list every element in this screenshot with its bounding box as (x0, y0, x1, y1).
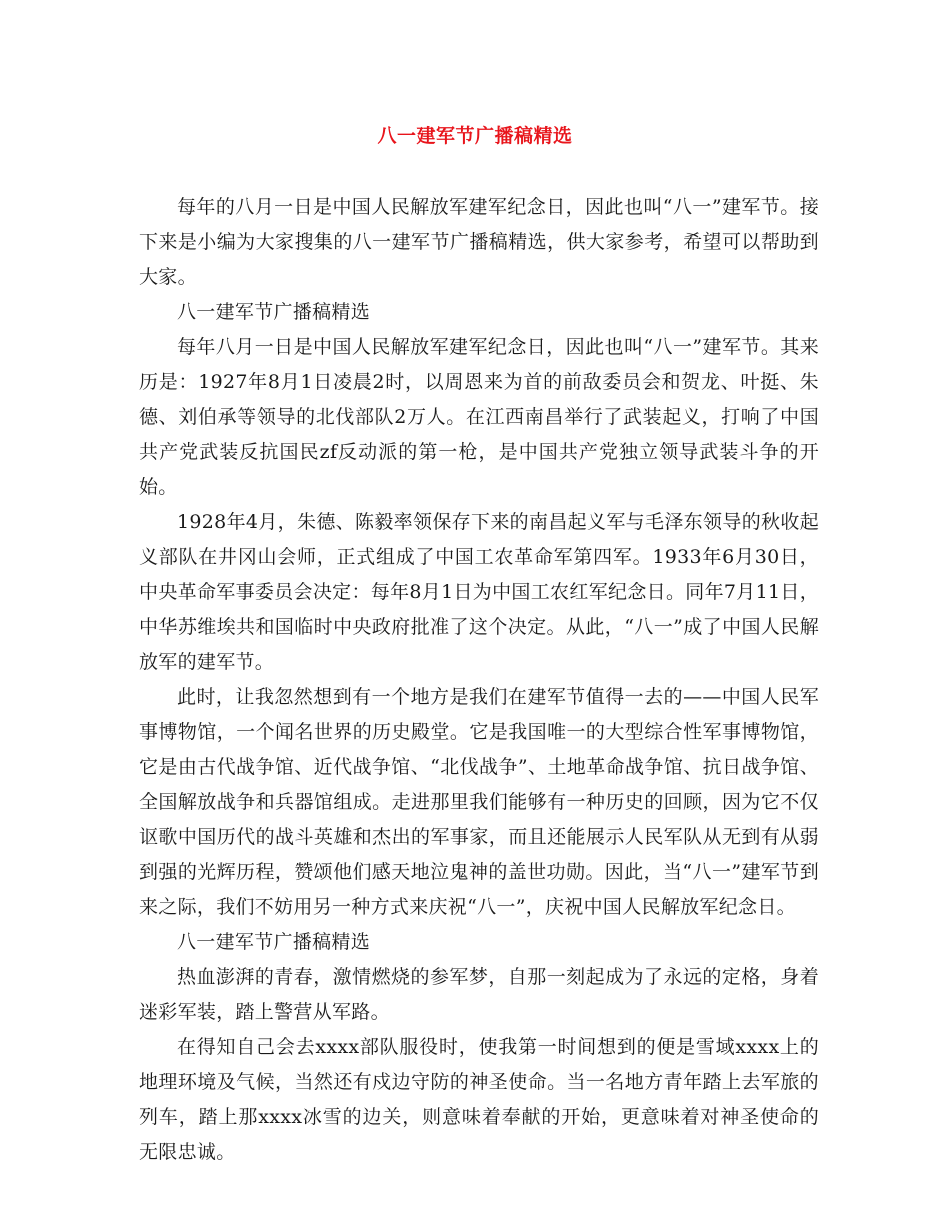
document-body (139, 190, 819, 1170)
document-title: 八一建军节广播稿精选 (377, 125, 573, 147)
paragraph: 热血澎湃的青春，激情燃烧的参军梦，自那一刻起成为了永远的定格，身着迷彩军装，踏上警营从军路。 (139, 966, 819, 1023)
section-heading: 八一建军节广播稿精选 (177, 931, 371, 953)
section-heading: 八一建军节广播稿精选 (177, 301, 371, 323)
paragraph: 在得知自己会去xxxx部队服役时，使我第一时间想到的便是雪域xxxx上的地理环境及气候，当然还有戍边守防的神圣使命。当一名地方青年踏上去军旅的列车，踏上那xxxx冰雪的边关，则意味着奉献的开始，更意味着对神圣使命的无限忠诚。 (139, 1036, 819, 1163)
paragraph: 此时，让我忽然想到有一个地方是我们在建军节值得一去的——中国人民军事博物馆，一个闻名世界的历史殿堂。它是我国唯一的大型综合性军事博物馆，它是由古代战争馆、近代战争馆、“北伐战争”、土地革命战争馆、抗日战争馆、全国解放战争和兵器馆组成。走进那里我们能够有一种历史的回顾，因为它不仅讴歌中国历代的战斗英雄和杰出的军事家，而且还能展示人民军队从无到有从弱到强的光辉历程，赞颂他们感天地泣鬼神的盖世功勋。因此，当“八一”建军节到来之际，我们不妨用另一种方式来庆祝“八一”，庆祝中国人民解放军纪念日。 (139, 686, 819, 918)
paragraph: 每年八月一日是中国人民解放军建军纪念日，因此也叫“八一”建军节。其来历是：1927年8月1日凌晨2时，以周恩来为首的前敌委员会和贺龙、叶挺、朱德、刘伯承等领导的北伐部队2万人。在江西南昌举行了武装起义，打响了中国共产党武装反抗国民zf反动派的第一枪，是中国共产党独立领导武装斗争的开始。 (139, 336, 819, 498)
paragraph: 1928年4月，朱德、陈毅率领保存下来的南昌起义军与毛泽东领导的秋收起义部队在井冈山会师，正式组成了中国工农革命军第四军。1933年6月30日，中央革命军事委员会决定：每年8月1日为中国工农红军纪念日。同年7月11日，中华苏维埃共和国临时中央政府批准了这个决定。从此，“八一”成了中国人民解放军的建军节。 (139, 511, 819, 673)
paragraph-intro: 每年的八月一日是中国人民解放军建军纪念日，因此也叫“八一”建军节。接下来是小编为大家搜集的八一建军节广播稿精选，供大家参考，希望可以帮助到大家。 (139, 196, 819, 288)
